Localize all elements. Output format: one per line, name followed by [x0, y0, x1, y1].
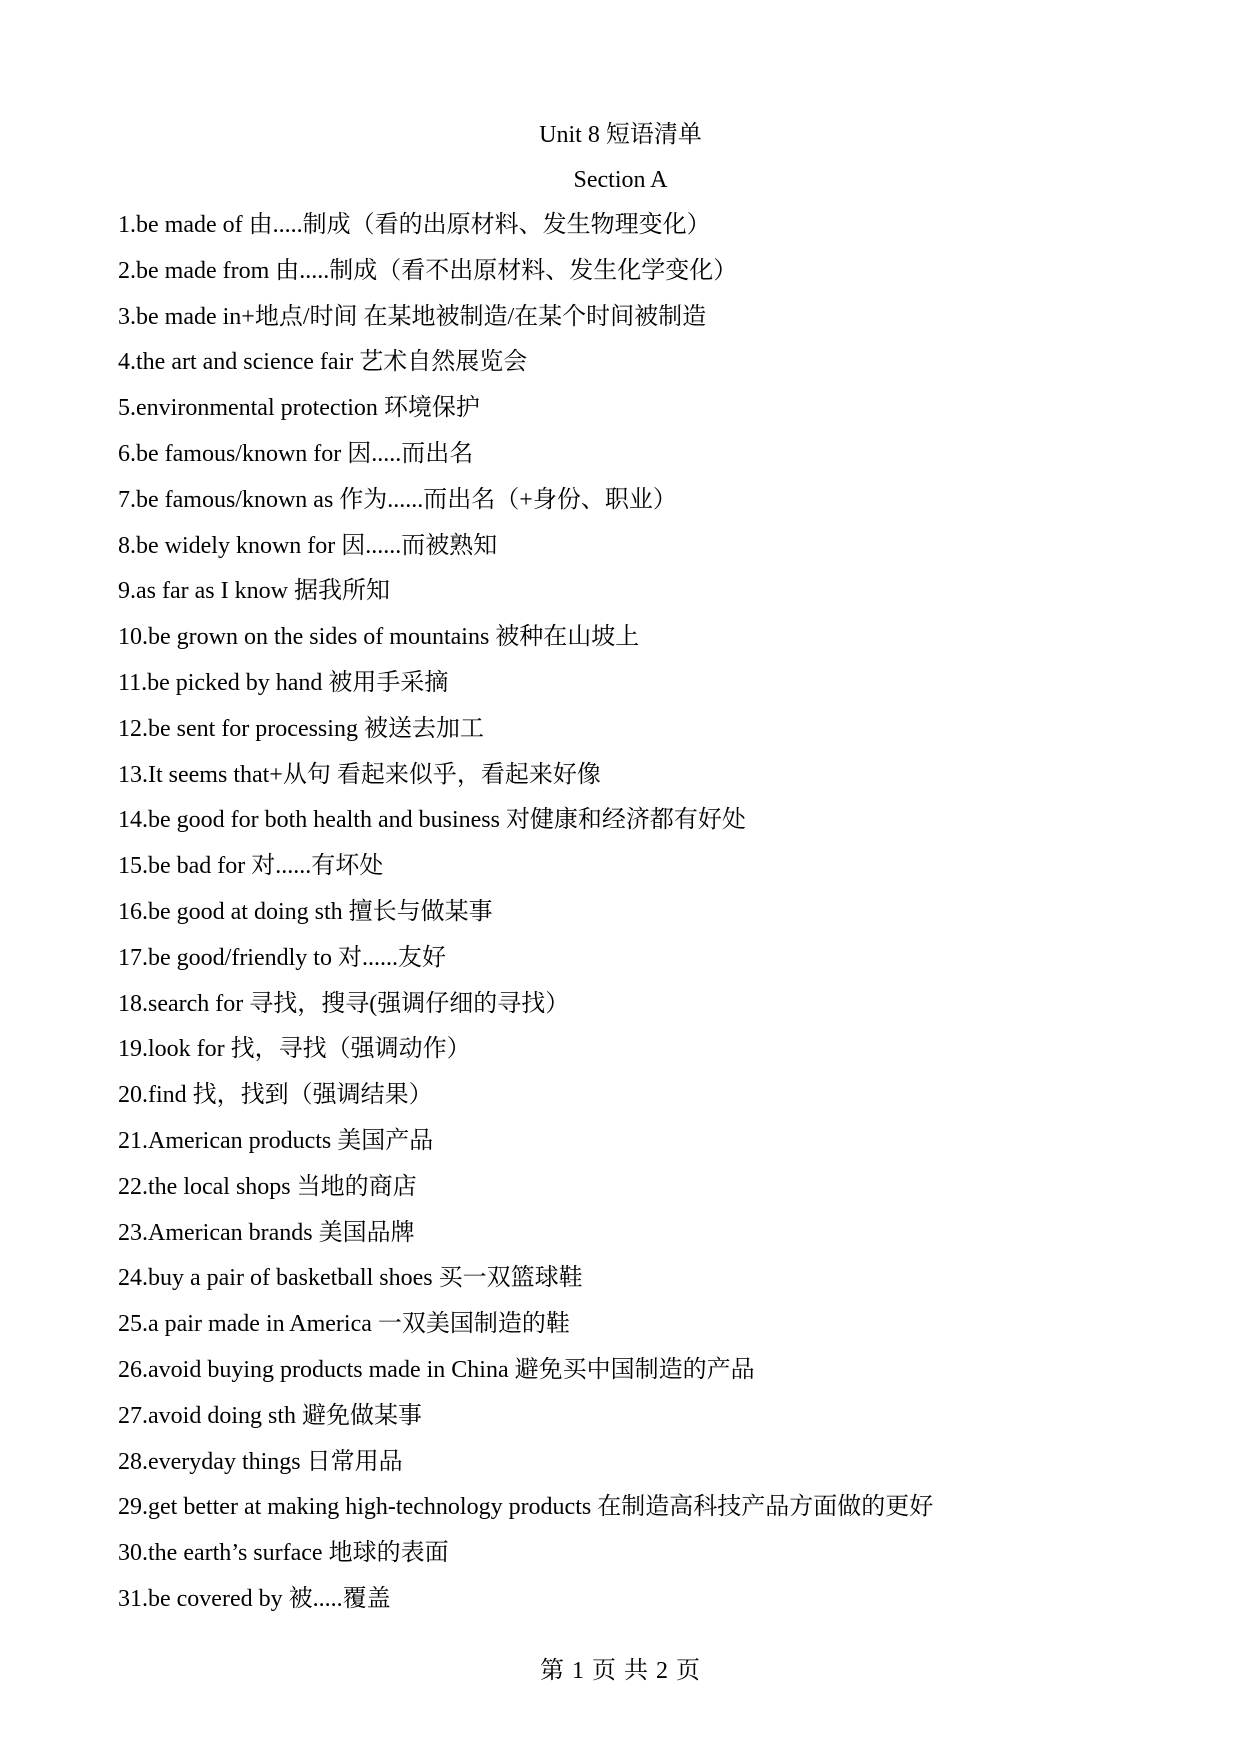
- phrase-item: 13.It seems that+从句 看起来似乎，看起来好像: [118, 761, 601, 788]
- phrase-item: 20.find 找，找到（强调结果）: [118, 1082, 433, 1109]
- phrase-item: 18.search for 寻找，搜寻(强调仔细的寻找）: [118, 990, 570, 1017]
- phrase-item: 12.be sent for processing 被送去加工: [118, 715, 484, 742]
- phrase-item: 15.be bad for 对......有坏处: [118, 853, 384, 880]
- phrase-item: 17.be good/friendly to 对......友好: [118, 944, 446, 971]
- phrase-item: 9.as far as I know 据我所知: [118, 578, 390, 605]
- phrase-item: 16.be good at doing sth 擅长与做某事: [118, 898, 493, 925]
- phrase-item: 21.American products 美国产品: [118, 1127, 434, 1154]
- page-footer: 第 1 页 共 2 页: [540, 1658, 701, 1684]
- phrase-list: [118, 210, 933, 1630]
- phrase-item: 1.be made of 由.....制成（看的出原材料、发生物理变化）: [118, 212, 711, 238]
- phrase-item: 4.the art and science fair 艺术自然展览会: [118, 349, 528, 376]
- phrase-item: 28.everyday things 日常用品: [118, 1448, 403, 1475]
- phrase-item: 6.be famous/known for 因.....而出名: [118, 440, 474, 467]
- phrase-item: 23.American brands 美国品牌: [118, 1219, 415, 1246]
- phrase-item: 3.be made in+地点/时间 在某地被制造/在某个时间被制造: [118, 303, 707, 330]
- phrase-item: 29.get better at making high-technology products 在制造高科技产品方面做的更好: [118, 1494, 934, 1521]
- phrase-item: 14.be good for both health and business 对健康和经济都有好处: [118, 807, 746, 834]
- page-title: Unit 8 短语清单: [539, 122, 702, 148]
- phrase-item: 2.be made from 由.....制成（看不出原材料、发生化学变化）: [118, 257, 738, 284]
- phrase-item: 25.a pair made in America 一双美国制造的鞋: [118, 1311, 570, 1338]
- section-heading: Section A: [573, 167, 668, 193]
- phrase-item: 22.the local shops 当地的商店: [118, 1173, 417, 1200]
- phrase-item: 7.be famous/known as 作为......而出名（+身份、职业）: [118, 486, 677, 513]
- phrase-item: 5.environmental protection 环境保护: [118, 395, 480, 422]
- phrase-item: 8.be widely known for 因......而被熟知: [118, 532, 498, 559]
- phrase-item: 24.buy a pair of basketball shoes 买一双篮球鞋: [118, 1265, 583, 1292]
- phrase-item: 31.be covered by 被.....覆盖: [118, 1585, 391, 1612]
- phrase-item: 30.the earth’s surface 地球的表面: [118, 1540, 449, 1567]
- phrase-item: 10.be grown on the sides of mountains 被种在山坡上: [118, 624, 640, 651]
- phrase-item: 26.avoid buying products made in China 避免买中国制造的产品: [118, 1356, 755, 1383]
- phrase-item: 11.be picked by hand 被用手采摘: [118, 669, 449, 696]
- phrase-item: 19.look for 找，寻找（强调动作）: [118, 1036, 471, 1063]
- phrase-item: 27.avoid doing sth 避免做某事: [118, 1402, 422, 1429]
